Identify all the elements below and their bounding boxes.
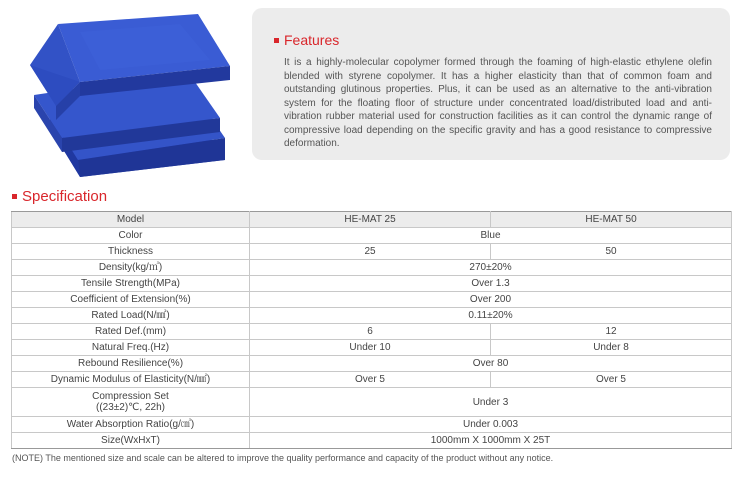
row-label: Natural Freq.(Hz) bbox=[12, 340, 250, 356]
table-row bbox=[12, 260, 732, 276]
table-row bbox=[12, 324, 732, 340]
row-label: Thickness bbox=[12, 244, 250, 260]
row-label: Dynamic Modulus of Elasticity(N/㎟) bbox=[12, 372, 250, 388]
row-label: Coefficient of Extension(%) bbox=[12, 292, 250, 308]
table-row bbox=[12, 372, 732, 388]
row-value: Under 0.003 bbox=[250, 417, 732, 433]
row-label: Rebound Resilience(%) bbox=[12, 356, 250, 372]
row-label: Rated Def.(mm) bbox=[12, 324, 250, 340]
row-label: Color bbox=[12, 228, 250, 244]
table-row bbox=[12, 356, 732, 372]
row-label: Water Absorption Ratio(g/㎤) bbox=[12, 417, 250, 433]
row-value-25: Under 10 bbox=[250, 340, 491, 356]
row-value: Under 3 bbox=[250, 388, 732, 417]
row-label bbox=[12, 388, 250, 417]
specification-heading bbox=[12, 188, 107, 205]
row-label: Size(WxHxT) bbox=[12, 433, 250, 449]
row-value: 270±20% bbox=[250, 260, 732, 276]
row-value-50: 50 bbox=[491, 244, 732, 260]
row-value-25: 6 bbox=[250, 324, 491, 340]
table-row bbox=[12, 417, 732, 433]
table-row bbox=[12, 388, 732, 417]
row-value: 0.11±20% bbox=[250, 308, 732, 324]
row-label: Tensile Strength(MPa) bbox=[12, 276, 250, 292]
row-value-50: Over 5 bbox=[491, 372, 732, 388]
row-label: Rated Load(N/㎟) bbox=[12, 308, 250, 324]
row-value-50: Under 8 bbox=[491, 340, 732, 356]
table-row bbox=[12, 340, 732, 356]
table-row bbox=[12, 308, 732, 324]
header-model: Model bbox=[12, 212, 250, 228]
footnote: (NOTE) The mentioned size and scale can be altered to improve the quality performance and capacity of the product without any notice. bbox=[12, 453, 554, 463]
table-header-row bbox=[12, 212, 732, 228]
features-description: It is a highly-molecular copolymer formed through the foaming of high-elastic ethylene olefin blended with styrene copolymer. It has a higher elasticity than that of common foam and outstanding glutinous properties. Plus, it can be used as an alternative to the anti-vibration system for the floating floor of structure under concentrated load/distributed load and anti-vibration rubber material used for construction facilities as it can control the dynamic range of compressive load depending on the specific gravity and has a good resistance to compressive deformation. bbox=[284, 57, 712, 149]
row-value-25: Over 5 bbox=[250, 372, 491, 388]
header-he-mat-50: HE-MAT 50 bbox=[491, 212, 732, 228]
blue-mat-sheets-illustration bbox=[20, 10, 240, 180]
table-row bbox=[12, 276, 732, 292]
row-label: Density(kg/㎥) bbox=[12, 260, 250, 276]
table-row bbox=[12, 292, 732, 308]
row-label-line2: ((23±2)℃, 22h) bbox=[96, 402, 165, 413]
specification-table bbox=[11, 211, 732, 449]
row-value: 1000mm X 1000mm X 25T bbox=[250, 433, 732, 449]
table-row bbox=[12, 433, 732, 449]
specification-title: Specification bbox=[22, 188, 108, 205]
row-label-line1: Compression Set bbox=[92, 391, 169, 402]
features-panel bbox=[252, 8, 730, 160]
row-value-50: 12 bbox=[491, 324, 732, 340]
row-value-25: 25 bbox=[250, 244, 491, 260]
row-value: Over 200 bbox=[250, 292, 732, 308]
row-value: Over 1.3 bbox=[250, 276, 732, 292]
features-title: Features bbox=[284, 32, 340, 48]
header-he-mat-25: HE-MAT 25 bbox=[250, 212, 491, 228]
table-row bbox=[12, 244, 732, 260]
row-value: Blue bbox=[250, 228, 732, 244]
red-square-bullet-icon bbox=[12, 194, 17, 199]
row-value: Over 80 bbox=[250, 356, 732, 372]
product-image bbox=[20, 10, 240, 180]
table-row bbox=[12, 228, 732, 244]
features-heading bbox=[274, 32, 339, 48]
red-square-bullet-icon bbox=[274, 38, 279, 43]
